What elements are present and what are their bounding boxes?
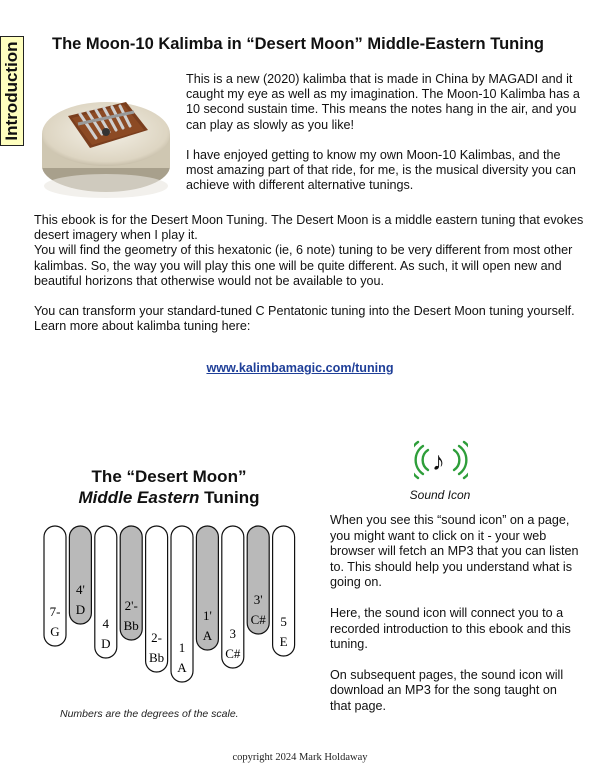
- sound-text: [330, 513, 580, 730]
- kalimba-tine: [120, 526, 142, 640]
- tine-note-label: G: [50, 624, 60, 639]
- kalimba-tine: [95, 526, 117, 658]
- section-tab-label: Introduction: [2, 41, 21, 141]
- tine-degree-label: 7-: [49, 604, 61, 619]
- tine-degree-label: 3: [229, 626, 237, 641]
- kalimba-tine: [247, 526, 269, 634]
- kalimba-caption: Numbers are the degrees of the scale.: [60, 708, 239, 720]
- kalimba-tine-diagram: [40, 522, 296, 694]
- section-tab: [0, 36, 24, 146]
- sound-icon-label: Sound Icon: [409, 488, 471, 502]
- tine-degree-label: 1': [202, 608, 212, 623]
- kalimba-photo: [34, 74, 174, 206]
- sound-paragraph: When you see this “sound icon” on a page, you might want to click on it - your web browser will fetch an MP3 that you can listen to. This should help you understand what is going on.: [330, 513, 579, 590]
- tine-note-label: A: [177, 660, 187, 675]
- kalimba-tine: [69, 526, 91, 624]
- tine-degree-label: 4: [102, 616, 110, 631]
- tine-degree-label: 1: [178, 640, 186, 655]
- kalimba-tine: [146, 526, 168, 672]
- body-text: [34, 213, 584, 334]
- tine-degree-label: 2-: [151, 630, 163, 645]
- tine-note-label: C#: [225, 646, 241, 661]
- kalimba-tine: [196, 526, 218, 650]
- sound-paragraph: On subsequent pages, the sound icon will download an MP3 for the song taught on that page.: [330, 667, 564, 713]
- page-title: The Moon-10 Kalimba in “Desert Moon” Middle-Eastern Tuning: [52, 35, 544, 53]
- copyright: copyright 2024 Mark Holdaway: [232, 752, 368, 763]
- tine-shape: [171, 526, 193, 682]
- tine-note-label: D: [75, 602, 86, 617]
- tine-degree-label: 3': [253, 592, 263, 607]
- tine-note-label: D: [101, 636, 111, 651]
- intro-paragraph: I have enjoyed getting to know my own Moon-10 Kalimbas, and the most amazing part of that ride, for me, is the musical diversity you can achieve with different alternative tunings.: [186, 147, 576, 193]
- sound-icon[interactable]: [414, 440, 468, 480]
- sound-paragraph: Here, the sound icon will connect you to a recorded introduction to this ebook and this tuning.: [330, 605, 571, 652]
- tuning-title: [34, 466, 304, 508]
- tuning-link[interactable]: www.kalimbamagic.com/tuning: [206, 361, 394, 375]
- tuning-title-italic: Middle Eastern: [78, 488, 200, 507]
- tuning-title-line1: The “Desert Moon”: [91, 467, 247, 486]
- kalimba-tine: [171, 526, 193, 682]
- intro-paragraph: This is a new (2020) kalimba that is made in China by MAGADI and it caught my eye as well as my imagination. The Moon-10 Kalimba has a 10 second sustain time. This means the notes hang in the air, and you can play as slowly as you like!: [186, 72, 580, 132]
- tine-note-label: C#: [250, 612, 266, 627]
- body-paragraph: You will find the geometry of this hexatonic (ie, 6 note) tuning to be very different from most other kalimbas. So, the way you will play this one will be quite different. As such, it will open new and beautiful horizons that otherwise would not be available to you.: [34, 243, 573, 288]
- tuning-title-rest: Tuning: [199, 488, 260, 507]
- tine-note-label: Bb: [149, 650, 165, 665]
- kalimba-tine: [273, 526, 295, 656]
- kalimba-tine: [222, 526, 244, 668]
- kalimba-tine: [44, 526, 66, 646]
- intro-text: [186, 72, 581, 208]
- tine-degree-label: 4': [75, 582, 85, 597]
- tine-degree-label: 2'-: [124, 598, 138, 613]
- body-paragraph: This ebook is for the Desert Moon Tuning. The Desert Moon is a middle eastern tuning that evokes desert imagery when I play it.: [34, 213, 584, 243]
- music-note-icon: ♪: [432, 447, 445, 476]
- tine-note-label: E: [279, 634, 288, 649]
- tine-degree-label: 5: [280, 614, 287, 629]
- body-paragraph: You can transform your standard-tuned C Pentatonic tuning into the Desert Moon tuning yourself. Learn more about kalimba tuning here:: [34, 304, 575, 334]
- tine-note-label: A: [202, 628, 213, 643]
- tine-note-label: Bb: [123, 618, 139, 633]
